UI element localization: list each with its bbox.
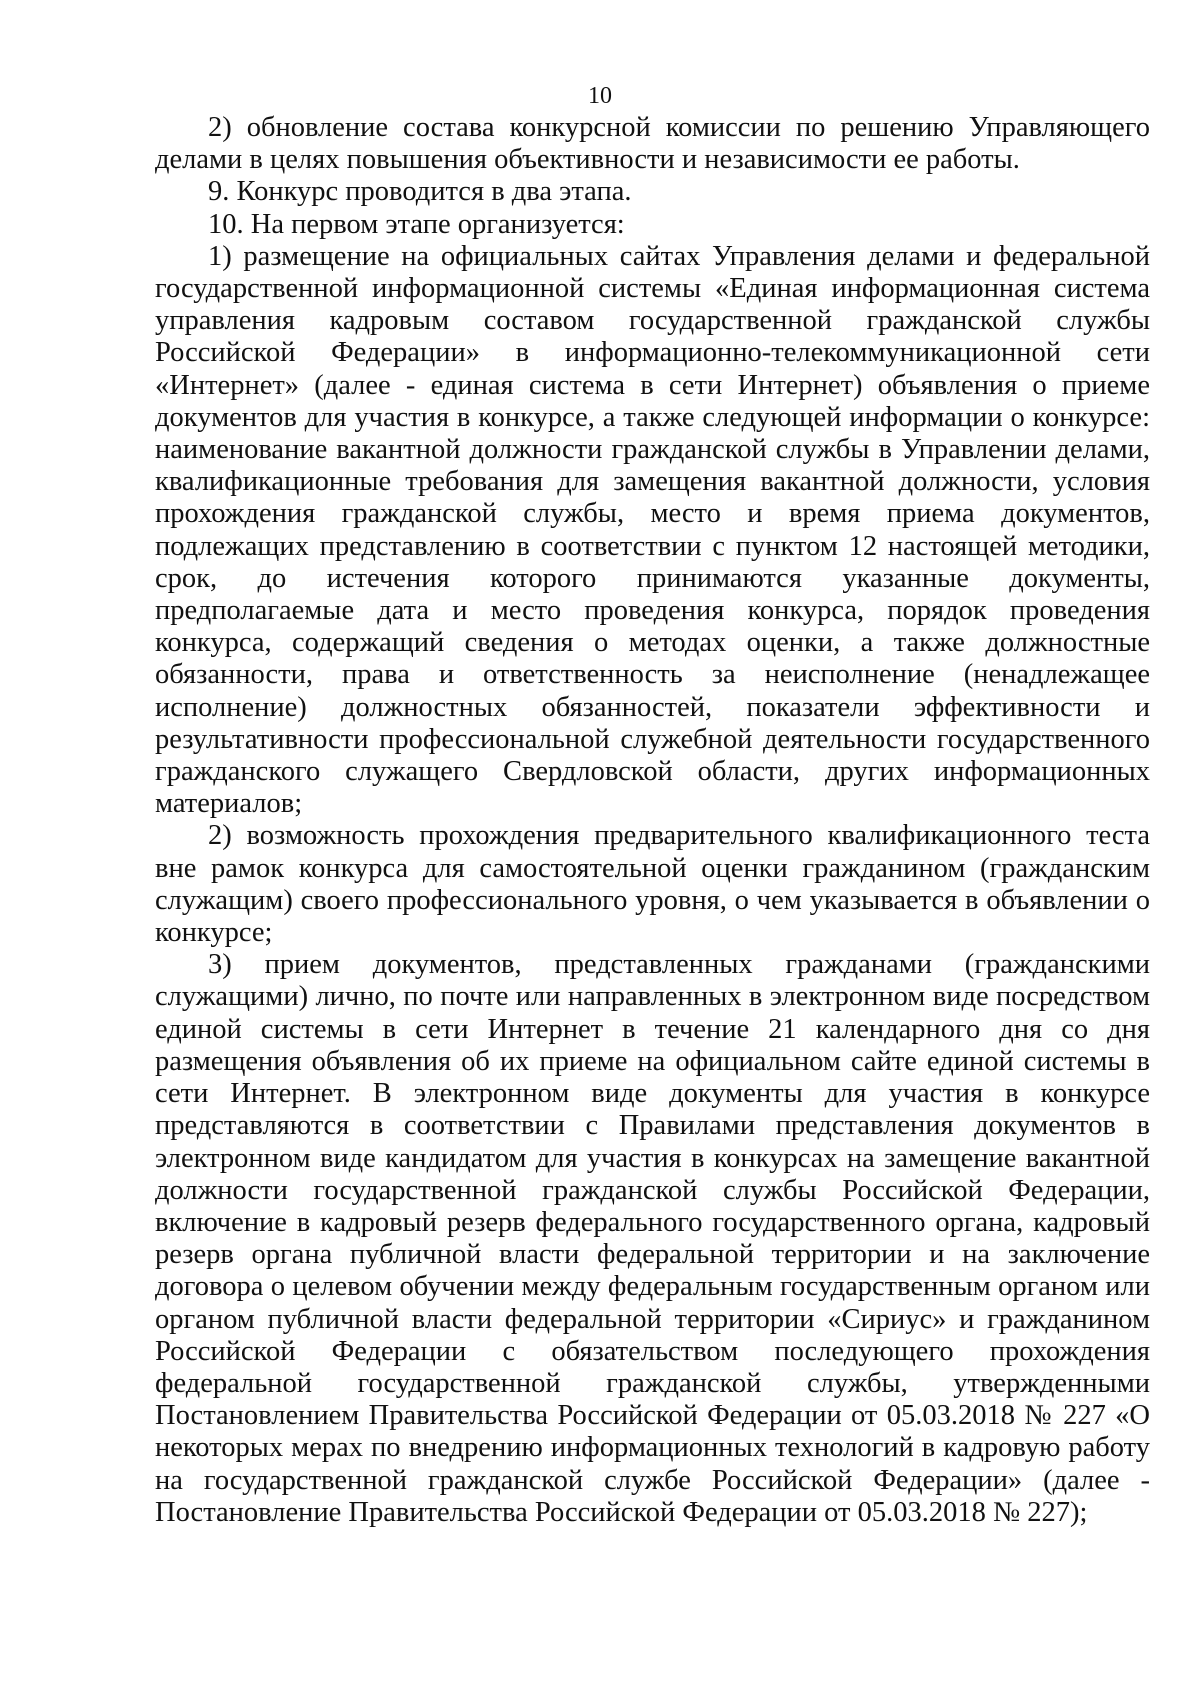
paragraph-subitem-2-test: 2) возможность прохождения предварительного квалификационного теста вне рамок конкурса для самостоятельной оценки гражданином (гражданским служащим) своего профессионального уровня, о чем указывается в объявлении о конкурсе; <box>155 820 1150 949</box>
document-body <box>155 112 1150 1529</box>
paragraph-item-10: 10. На первом этапе организуется: <box>208 208 625 240</box>
paragraph-subitem-1-publication: 1) размещение на официальных сайтах Управления делами и федеральной государственной информационной системы «Единая информационная система управления кадровым составом государственной гражданской службы Российской Федерации» в информационно-телекоммуникационной сети «Интернет» (далее - единая система в сети Интернет) объявления о приеме документов для участия в конкурсе, а также следующей информации о конкурсе: наименование вакантной должности гражданской службы в Управлении делами, квалификационные требования для замещения вакантной должности, условия прохождения гражданской службы, место и время приема документов, подлежащих представлению в соответствии с пунктом 12 настоящей методики, срок, до истечения которого принимаются указанные документы, предполагаемые дата и место проведения конкурса, порядок проведения конкурса, содержащий сведения о методах оценки, а также должностные обязанности, права и ответственность за неисполнение (ненадлежащее исполнение) должностных обязанностей, показатели эффективности и результативности профессиональной служебной деятельности государственного гражданского служащего Свердловской области, других информационных материалов; <box>155 240 1150 820</box>
paragraph-item-9: 9. Конкурс проводится в два этапа. <box>208 176 632 208</box>
paragraph-commission-update: 2) обновление состава конкурсной комиссии по решению Управляющего делами в целях повышения объективности и независимости ее работы. <box>155 112 1150 176</box>
page-number: 10 <box>588 83 612 109</box>
paragraph-subitem-3-documents: 3) прием документов, представленных гражданами (гражданскими служащими) лично, по почте или направленных в электронном виде посредством единой системы в сети Интернет в течение 21 календарного дня со дня размещения объявления об их приеме на официальном сайте единой системы в сети Интернет. В электронном виде документы для участия в конкурсе представляются в соответствии с Правилами представления документов в электронном виде кандидатом для участия в конкурсах на замещение вакантной должности государственной гражданской службы Российской Федерации, включение в кадровый резерв федерального государственного органа, кадровый резерв органа публичной власти федеральной территории и на заключение договора о целевом обучении между федеральным государственным органом или органом публичной власти федеральной территории «Сириус» и гражданином Российской Федерации с обязательством последующего прохождения федеральной государственной гражданской службы, утвержденными Постановлением Правительства Российской Федерации от 05.03.2018 № 227 «О некоторых мерах по внедрению информационных технологий в кадровую работу на государственной гражданской службе Российской Федерации» (далее - Постановление Правительства Российской Федерации от 05.03.2018 № 227); <box>155 949 1150 1528</box>
